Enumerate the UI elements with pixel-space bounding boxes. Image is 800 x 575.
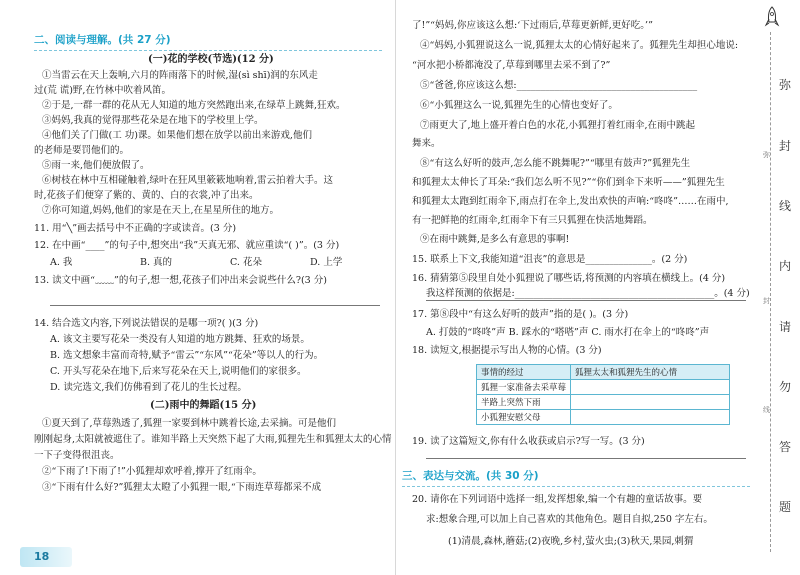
passage2-line: ⑦雨更大了,地上盛开着白色的水花,小狐狸打着红雨伞,在雨中跳起 — [420, 120, 696, 131]
answer-line[interactable] — [426, 458, 746, 459]
passage2-line: ⑥“小狐狸这么一说,狐狸先生的心情也变好了。 — [420, 100, 618, 111]
passage1-line: ④他们关了门做(工 功)课。如果他们想在放学以前出来游戏,他们 — [42, 130, 312, 141]
passage2-line: ③“下雨有什么好?”狐狸太太瞪了小狐狸一眼,“下雨连草莓都采不成 — [42, 482, 322, 493]
question-14: 14. 结合选文内容,下列说法错误的是哪一项?( )(3 分) — [34, 318, 259, 329]
margin-char: 封 — [779, 139, 792, 153]
passage2-line: 刚刚起身,太阳就被遮住了。谁知半路上天突然下起了大雨,狐狸先生和狐狸太太的心情 — [34, 434, 392, 445]
table-answer-cell[interactable] — [571, 410, 730, 425]
margin-char: 线 — [779, 199, 792, 213]
passage2-line: ②“下雨了!下雨了!”小狐狸却欢呼着,撑开了红雨伞。 — [42, 466, 262, 477]
passage1-line: ⑦你可知道,妈妈,他们的家是在天上,在星星所住的地方。 — [42, 205, 280, 216]
table-cell: 小狐狸安慰父母 — [477, 410, 571, 425]
passage2-line: ⑧“有这么好听的鼓声,怎么能不跳舞呢?”“哪里有鼓声?”狐狸先生 — [420, 158, 691, 169]
q14-option-c: C. 开头写花朵在地下,后来写花朵在天上,说明他们的家很多。 — [50, 366, 307, 377]
table-header: 狐狸太太和狐狸先生的心情 — [571, 365, 730, 380]
passage1-line: ②于是,一群一群的花从无人知道的地方突然跑出来,在绿草上跳舞,狂欢。 — [42, 100, 346, 111]
passage1-line: ③妈妈,我真的觉得那些花朵是在地下的学校里上学。 — [42, 115, 264, 126]
section-expression-title: 三、表达与交流。(共 30 分) — [402, 470, 539, 482]
page-number: 18 — [20, 547, 72, 567]
margin-char: 答 — [779, 440, 792, 454]
question-16-basis: 我这样预测的依据是:__________________________________________。(4 分) — [426, 288, 750, 299]
right-page — [396, 0, 756, 575]
passage2-line: 和狐狸太太跑到红雨伞下,雨点打在伞上,发出欢快的声响:“咚咚”……在雨中, — [412, 196, 729, 207]
passage1-line: ⑥树枝在林中互相碰触着,绿叶在狂风里簌簌地响着,雷云拍着大手。这 — [42, 175, 334, 186]
q12-option-c: C. 花朵 — [230, 257, 262, 268]
question-20: 20. 请你在下列词语中选择一组,发挥想象,编一个有趣的童话故事。要 — [412, 494, 703, 505]
section-divider — [34, 50, 382, 51]
left-page — [0, 0, 396, 575]
passage2-line: “河水把小桥都淹没了,草莓到哪里去采不到了?” — [412, 60, 611, 71]
margin-char: 题 — [779, 500, 792, 514]
table-answer-cell[interactable] — [571, 380, 730, 395]
question-16: 16. 猜猜第⑤段里自处小狐狸说了哪些话,将预测的内容填在横线上。(4 分) — [412, 273, 726, 284]
seal-mark: 封 — [763, 297, 770, 305]
answer-line[interactable] — [50, 305, 380, 306]
q14-option-d: D. 读完选文,我们仿佛看到了花儿的生长过程。 — [50, 382, 247, 393]
passage1-line: 过(荒 谎)野,在竹林中吹着风笛。 — [34, 85, 171, 96]
section-reading-title: 二、阅读与理解。(共 27 分) — [34, 34, 171, 46]
passage2-line: ⑤“爸爸,你应该这么想:______________________________________ — [420, 80, 698, 91]
passage2-line: 一下子变得很沮丧。 — [34, 450, 120, 461]
q12-option-a: A. 我 — [50, 257, 73, 268]
margin-char: 请 — [779, 320, 792, 334]
question-11: 11. 用“╲”画去括号中不正确的字或读音。(3 分) — [34, 223, 237, 234]
question-20-line: 求:想象合理,可以加上自己喜欢的其他角色。题目自拟,250 字左右。 — [426, 514, 713, 525]
q14-option-a: A. 该文主要写花朵一类没有人知道的地方跳舞、狂欢的场景。 — [50, 334, 310, 345]
table-cell: 狐狸一家准备去采草莓 — [477, 380, 571, 395]
passage1-line: ①当雷云在天上轰响,六月的阵雨落下的时候,湿(sì shī)润的东风走 — [42, 70, 318, 81]
q12-option-d: D. 上学 — [310, 257, 343, 268]
margin-char: 勿 — [779, 380, 792, 394]
passage2-line: ①夏天到了,草莓熟透了,狐狸一家要到林中跳着长途,去采摘。可是他们 — [42, 418, 337, 429]
question-18: 18. 读短文,根据提示写出人物的心情。(3 分) — [412, 345, 602, 356]
seal-mark: 弥 — [763, 151, 770, 159]
q12-option-b: B. 真的 — [140, 257, 173, 268]
seal-margin — [756, 0, 800, 575]
passage2-line: 有一把鲜艳的红雨伞,红雨伞下有三只狐狸在快活地舞蹈。 — [412, 215, 653, 226]
question-19: 19. 读了这篇短文,你有什么收获或启示?写一写。(3 分) — [412, 436, 645, 447]
question-20-choices: (1)清晨,森林,蘑菇;(2)夜晚,乡村,萤火虫;(3)秋天,果园,刺猬 — [448, 536, 694, 547]
table-cell: 半路上突然下雨 — [477, 395, 571, 410]
passage1-line: 的老师是要罚他们的。 — [34, 145, 130, 156]
passage2-title: (二)雨中的舞蹈(15 分) — [150, 400, 257, 411]
passage2-line: 了!”“妈妈,你应该这么想:‘下过雨后,草莓更新鲜,更好吃。’” — [412, 20, 653, 31]
passage1-line: ⑤雨一来,他们便放假了。 — [42, 160, 150, 171]
margin-char: 内 — [779, 259, 792, 273]
passage1-line: 时,花孩子们便穿了紫的、黄的、白的衣裳,冲了出来。 — [34, 190, 259, 201]
rocket-icon — [764, 6, 780, 28]
section-divider — [402, 486, 750, 487]
passage1-title: (一)花的学校(节选)(12 分) — [148, 54, 274, 65]
passage2-line: 和狐狸太太伸长了耳朵:“我们怎么听不见?”“你们到伞下来听——”狐狸先生 — [412, 177, 725, 188]
table-header: 事情的经过 — [477, 365, 571, 380]
emotion-table — [476, 364, 730, 425]
passage2-line: 舞来。 — [412, 138, 441, 149]
passage2-line: ④“妈妈,小狐狸说这么一说,狐狸太太的心情好起来了。狐狸先生却担心地说: — [420, 40, 739, 51]
question-13: 13. 读文中画“﹏﹏”的句子,想一想,花孩子们冲出来会说些什么?(3 分) — [34, 275, 327, 286]
seal-line — [770, 32, 771, 552]
passage2-line: ⑨在雨中跳舞,是多么有意思的事啊! — [420, 234, 570, 245]
question-17: 17. 第⑧段中“有这么好听的鼓声”指的是( )。(3 分) — [412, 309, 629, 320]
margin-char: 弥 — [779, 78, 792, 92]
q14-option-b: B. 选文想象丰富而奇特,赋予“雷云”“东风”“花朵”等以人的行为。 — [50, 350, 324, 361]
seal-mark: 线 — [763, 406, 770, 414]
answer-line[interactable] — [426, 300, 746, 301]
q17-options: A. 打鼓的“咚咚”声 B. 踩水的“嗒嗒”声 C. 雨水打在伞上的“咚咚”声 — [426, 327, 710, 338]
table-answer-cell[interactable] — [571, 395, 730, 410]
question-15: 15. 联系上下文,我能知道“沮丧”的意思是______________。(2 分) — [412, 254, 688, 265]
question-12: 12. 在中画“____”的句子中,想突出“我”天真无邪、就应重读“( )”。(3 分) — [34, 240, 340, 251]
